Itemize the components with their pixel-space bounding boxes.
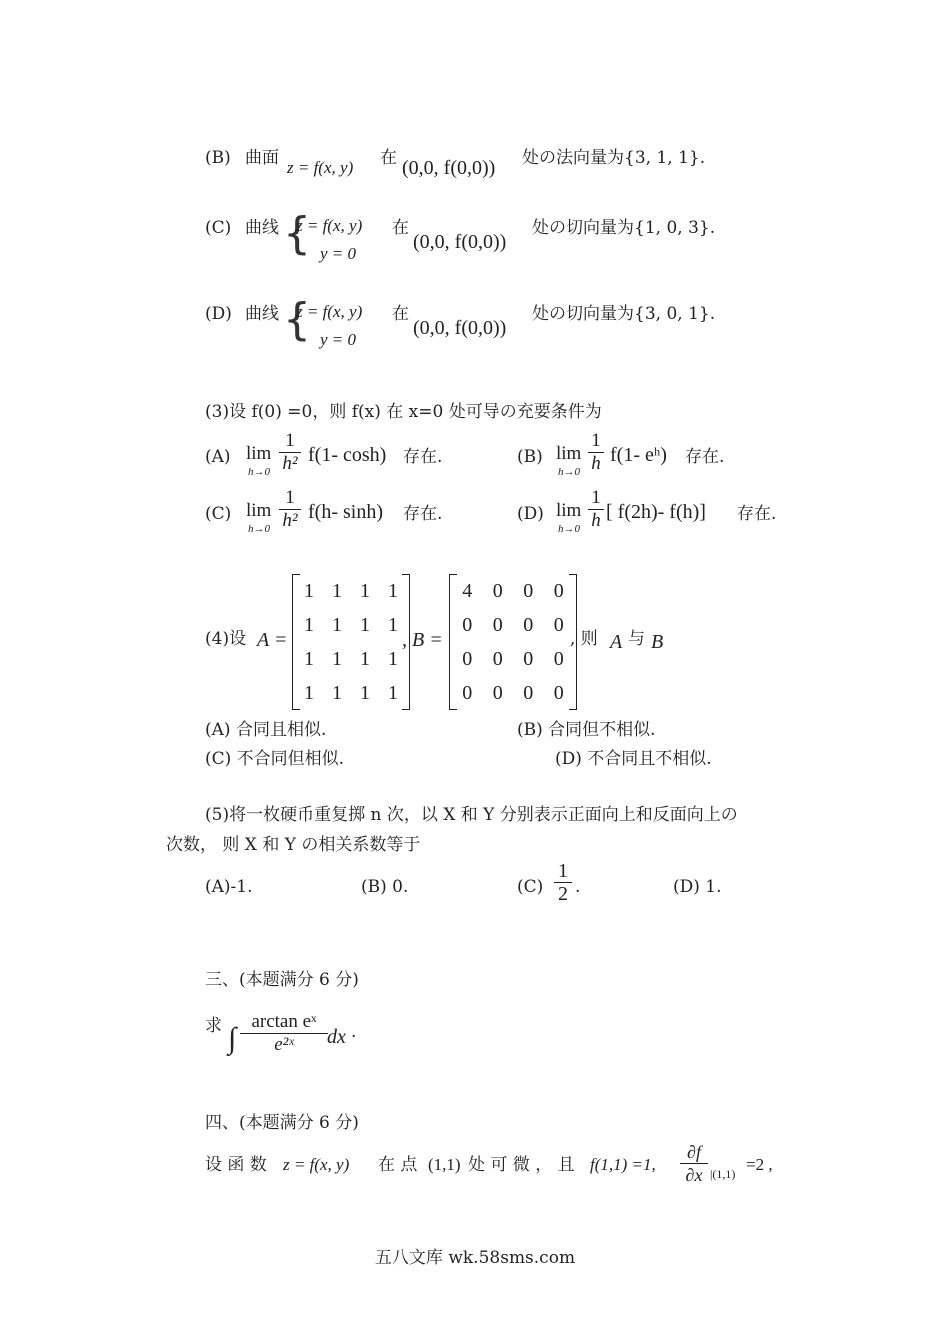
q2-option-d-brace-icon: { <box>283 294 311 345</box>
matrix-a-cell: 1 <box>360 681 370 704</box>
q2-option-d-label: (D) <box>205 304 232 324</box>
section4-eval: |(1,1) <box>710 1167 736 1181</box>
q3-opt-c-num: 1 <box>285 487 295 508</box>
section3-dot: . <box>351 1022 357 1042</box>
matrix-b-cell: 0 <box>462 681 473 704</box>
q2-option-b-at: 在 <box>380 148 397 168</box>
matrix-a-cell: 1 <box>360 579 370 602</box>
q3-opt-b-sub: h→0 <box>558 466 580 478</box>
q3-opt-a-body: f(1- cosh) <box>308 444 387 466</box>
q3-opt-d-tail: 存在. <box>737 504 777 524</box>
q2-option-c-label: (C) <box>205 218 232 238</box>
matrix-a-cell: 1 <box>304 681 314 704</box>
q5-opt-c-fraction <box>554 860 572 905</box>
q2-option-c-at: 在 <box>392 218 409 238</box>
q5-line1: (5)将一枚硬币重复掷 n 次，以 X 和 Y 分别表示正面向上和反面向上の <box>205 805 738 825</box>
q3-opt-c-den: h² <box>282 510 298 531</box>
section4-dden: ∂x <box>685 1165 703 1185</box>
q3-opt-b-fraction <box>588 430 604 475</box>
matrix-b-cell: 0 <box>462 647 473 670</box>
q3-opt-b-den: h <box>591 453 601 474</box>
section3-fraction <box>240 1011 328 1056</box>
matrix-a-cell: 1 <box>388 613 398 636</box>
q2-option-c-brace-icon: { <box>283 208 311 259</box>
matrix-a-cell: 1 <box>388 579 398 602</box>
section4-point: (1,1) <box>428 1155 461 1174</box>
q3-opt-d-lim: lim <box>556 500 582 521</box>
section4-text-a: 设 函 数 <box>205 1155 267 1175</box>
section4-title: 四、(本题满分 6 分) <box>205 1113 359 1133</box>
matrix-b-row <box>452 574 574 608</box>
matrix-a-row <box>295 608 407 642</box>
q3-opt-c-fraction <box>279 487 301 532</box>
q5-opt-a: (A)-1. <box>205 877 253 897</box>
q3-opt-b-num: 1 <box>591 430 601 451</box>
q5-line2: 次数， 则 X 和 Y の相关系数等于 <box>166 835 421 855</box>
q3-opt-a-num: 1 <box>285 430 295 451</box>
section3-qiu: 求 <box>205 1016 222 1036</box>
q5-opt-b: (B) 0. <box>361 877 409 897</box>
q3-opt-c-label: (C) <box>205 504 232 524</box>
q2-option-d-expr2: y = 0 <box>320 330 357 349</box>
q2-option-c-point: (0,0, f(0,0)) <box>413 231 507 253</box>
q3-opt-b-label: (B) <box>517 447 543 467</box>
matrix-a-cell: 1 <box>332 681 342 704</box>
q3-opt-d-den: h <box>591 510 601 531</box>
q5-opt-c-dot: . <box>575 877 581 897</box>
matrix-b-cell: 0 <box>523 681 534 704</box>
q2-option-b-expr: z = f(x, y) <box>287 158 354 177</box>
q3-opt-a-lim: lim <box>246 443 272 464</box>
section4-partial <box>680 1141 708 1186</box>
q4-b-label: , B = <box>402 629 443 651</box>
q2-option-d-point: (0,0, f(0,0)) <box>413 317 507 339</box>
q3-opt-a-den: h² <box>282 453 298 474</box>
q3-opt-d-fraction <box>588 487 604 532</box>
q3-opt-d-body: [ f(2h)- f(h)] <box>606 501 706 523</box>
matrix-a-cell: 1 <box>304 579 314 602</box>
matrix-a-cell: 1 <box>388 647 398 670</box>
section3-num: arctan eˣ <box>251 1011 317 1032</box>
q2-option-b-point: (0,0, f(0,0)) <box>402 157 496 179</box>
matrix-b-cell: 0 <box>492 681 503 704</box>
matrix-b-row <box>452 608 574 642</box>
q4-opt-a: (A) 合同且相似. <box>205 720 327 740</box>
matrix-a-cell: 1 <box>332 613 342 636</box>
matrix-b-cell: 0 <box>492 579 503 602</box>
q2-option-d-at: 在 <box>392 304 409 324</box>
q4-opt-b: (B) 合同但不相似. <box>517 720 656 740</box>
footer-watermark: 五八文库 wk.58sms.com <box>374 1248 576 1268</box>
matrix-b-cell: 4 <box>462 579 473 602</box>
q4-opt-c: (C) 不合同但相似. <box>205 749 345 769</box>
matrix-b-cell: 0 <box>523 613 534 636</box>
matrix-a-cell: 1 <box>360 647 370 670</box>
q5-opt-c-label: (C) <box>517 877 544 897</box>
q3-opt-a-label: (A) <box>205 447 231 467</box>
section3-den: e²ˣ <box>274 1034 294 1055</box>
matrix-a-row <box>295 642 407 676</box>
q3-opt-d-label: (D) <box>517 504 544 524</box>
section4-val: =2 , <box>746 1155 773 1174</box>
section4-cond: f(1,1) =1, <box>590 1155 656 1174</box>
matrix-a-row <box>295 676 407 710</box>
matrix-b-cell: 0 <box>553 681 564 704</box>
q4-matrix-a <box>292 574 410 710</box>
q3-opt-c-tail: 存在. <box>403 504 443 524</box>
q4-suffix-b: B <box>651 631 664 653</box>
matrix-b-cell: 0 <box>553 579 564 602</box>
matrix-b-cell: 0 <box>553 613 564 636</box>
section3-title: 三、(本题满分 6 分) <box>205 970 359 990</box>
q2-option-b-label: (B) <box>205 148 231 168</box>
q2-option-c-post: 处の切向量为{1, 0, 3}. <box>532 218 716 238</box>
q2-option-c-expr2: y = 0 <box>320 244 357 263</box>
matrix-b-row <box>452 676 574 710</box>
q2-option-d-post: 处の切向量为{3, 0, 1}. <box>532 304 716 324</box>
q3-opt-c-sub: h→0 <box>248 523 270 535</box>
q3-opt-b-tail: 存在. <box>685 447 725 467</box>
q4-a-label: A = <box>257 629 288 651</box>
matrix-a-cell: 1 <box>304 647 314 670</box>
q2-option-b-post: 处の法向量为{3, 1, 1}. <box>522 148 706 168</box>
q3-opt-a-sub: h→0 <box>248 466 270 478</box>
matrix-b-cell: 0 <box>462 613 473 636</box>
q4-suffix-comma: , 则 <box>570 629 598 649</box>
matrix-b-cell: 0 <box>553 647 564 670</box>
matrix-b-cell: 0 <box>492 613 503 636</box>
matrix-a-cell: 1 <box>332 647 342 670</box>
q3-opt-b-body: f(1- eʰ) <box>610 444 667 466</box>
q2-option-c-expr1: z = f(x, y) <box>296 216 363 235</box>
matrix-b-cell: 0 <box>523 647 534 670</box>
section4-dnum: ∂f <box>687 1142 701 1162</box>
q4-prefix: (4)设 <box>205 629 247 649</box>
q2-option-d-pre: 曲线 <box>245 304 279 324</box>
q3-opt-c-lim: lim <box>246 500 272 521</box>
matrix-b-row <box>452 642 574 676</box>
q4-matrix-b <box>449 574 577 710</box>
q3-opt-a-tail: 存在. <box>403 447 443 467</box>
q3-opt-d-num: 1 <box>591 487 601 508</box>
q3-opt-b-lim: lim <box>556 443 582 464</box>
q3-opt-a-fraction <box>279 430 301 475</box>
matrix-a-cell: 1 <box>304 613 314 636</box>
matrix-a-row <box>295 574 407 608</box>
matrix-a-cell: 1 <box>360 613 370 636</box>
q2-option-d-expr1: z = f(x, y) <box>296 302 363 321</box>
q4-suffix-a: A <box>610 631 623 653</box>
matrix-a-cell: 1 <box>332 579 342 602</box>
matrix-b-cell: 0 <box>492 647 503 670</box>
q5-opt-d: (D) 1. <box>673 877 722 897</box>
q2-option-c-pre: 曲线 <box>245 218 279 238</box>
q3-opt-d-sub: h→0 <box>558 523 580 535</box>
section4-text-b: 在 点 <box>378 1155 418 1175</box>
section3-dx: dx <box>327 1026 346 1048</box>
section4-expr: z = f(x, y) <box>283 1155 350 1174</box>
q5-opt-c-den: 2 <box>558 883 568 905</box>
q2-option-b-pre: 曲面 <box>245 148 279 168</box>
section4-text-c: 处 可 微 ， 且 <box>468 1155 575 1175</box>
matrix-a-cell: 1 <box>388 681 398 704</box>
section3-integral-sign: ∫ <box>228 1022 237 1055</box>
q4-suffix-with: 与 <box>628 629 645 649</box>
q3-opt-c-body: f(h- sinh) <box>308 501 383 523</box>
q5-opt-c-num: 1 <box>558 860 568 882</box>
matrix-b-cell: 0 <box>523 579 534 602</box>
q3-stem: (3)设 f(0) =0，则 f(x) 在 x=0 处可导の充要条件为 <box>205 402 602 422</box>
q4-opt-d: (D) 不合同且不相似. <box>555 749 712 769</box>
